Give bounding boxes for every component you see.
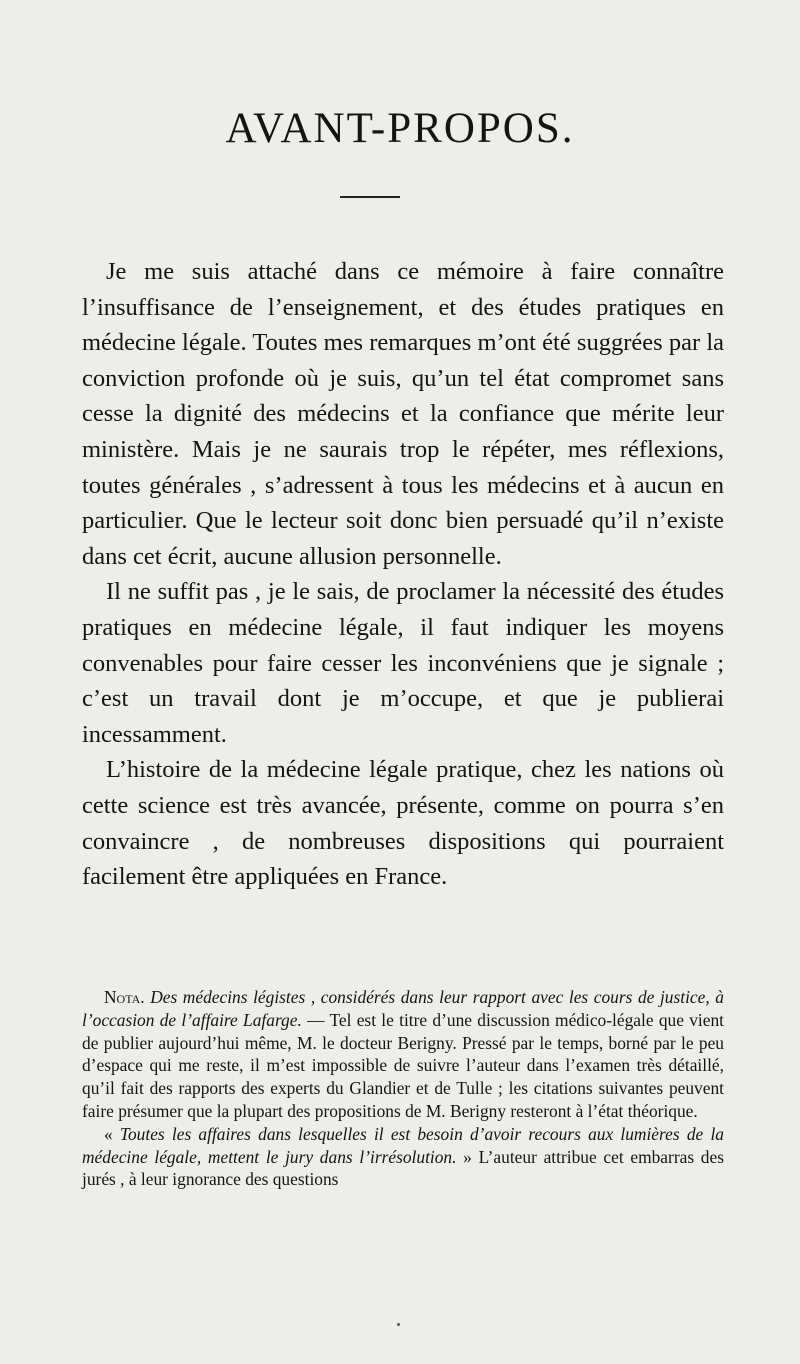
quote-open: «: [104, 1123, 120, 1144]
nota-label: Nota.: [104, 987, 145, 1007]
paragraph-1: Je me suis attaché dans ce mémoire à faire connaître l’insuffisance de l’enseignement, et des études pratiques en médecine légale. Toutes mes remarques m’ont été suggrées par la conviction profonde où je suis, qu’un tel état compromet sans cesse la dignité des médecins et la confiance que mérite leur ministère. Mais je ne saurais trop le répéter, mes réflexions, toutes générales , s’adressent à tous les médecins et à aucun en particulier. Que le lecteur soit donc bien persuadé qu’il n’existe dans cet écrit, aucune allusion personnelle.: [82, 258, 724, 570]
paragraph-3: L’histoire de la médecine légale pratique, chez les nations où cette science est très avancée, présente, comme on pourra s’en convaincre , de nombreuses dispositions qui pourraient facilement être appliquées en France.: [82, 756, 724, 891]
page-title: AVANT-PROPOS.: [225, 105, 575, 152]
main-text: [82, 254, 724, 895]
nota-text: — Tel est le titre d’une discussion médico-légale que vient de publier aujourd’hui même, M. le docteur Berigny. Pressé par le temps, borné par le peu d’espace qui me reste, il m’est impossible de suivre l’auteur dans l’examen très détaillé, qu’il fait des rapports des experts du Glandier et de Tulle ; les citations suivantes peuvent faire présumer que la plupart des propositions de M. Berigny resteront à l’état théorique.: [82, 1009, 724, 1121]
nota-quote-paragraph: [82, 1123, 724, 1191]
footnote: [82, 986, 724, 1191]
paragraph-2: Il ne suffit pas , je le sais, de proclamer la nécessité des études pratiques en médecine légale, il faut indiquer les moyens convenables pour faire cesser les inconvéniens que je signale ; c’est un travail dont je m’occupe, et que je publierai incessamment.: [82, 578, 724, 748]
title-rule: [340, 196, 400, 198]
nota-quote-continuation: » L’auteur attribue cet embarras des jurés , à leur ignorance des questions: [82, 1146, 724, 1190]
nota-quote: Toutes les affaires dans lesquelles il est besoin d’avoir recours aux lumières de la médecine légale, mettent le jury dans l’irrésolution.: [82, 1123, 724, 1167]
nota-cited-title: Des médecins légistes , considérés dans leur rapport avec les cours de justice, à l’occasion de l’affaire Lafarge.: [82, 987, 724, 1030]
nota-paragraph: [82, 986, 724, 1123]
page-mark: [397, 1323, 400, 1326]
